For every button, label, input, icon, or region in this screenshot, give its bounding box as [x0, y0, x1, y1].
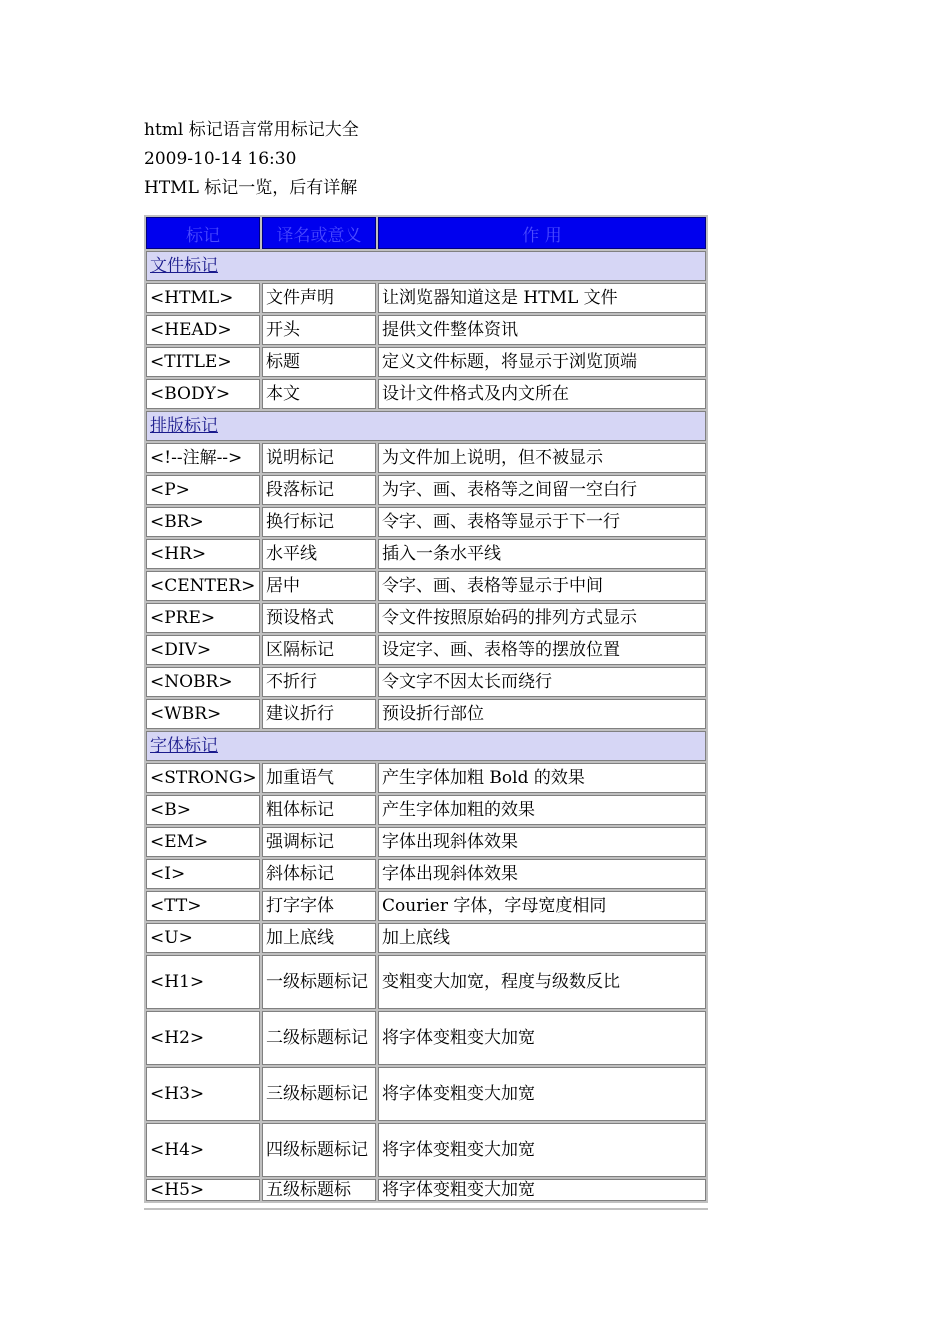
table-row: [146, 763, 706, 793]
section-cell: [146, 251, 706, 281]
function-cell: 将字体变粗变大加宽: [378, 1179, 706, 1201]
tag-cell: <H2>: [146, 1011, 260, 1065]
function-cell: 产生字体加粗 Bold 的效果: [378, 763, 706, 793]
meaning-cell: 开头: [262, 315, 376, 345]
function-cell: 令文字不因太长而绕行: [378, 667, 706, 697]
tag-cell: <HEAD>: [146, 315, 260, 345]
meaning-cell: 文件声明: [262, 283, 376, 313]
meaning-cell: 加上底线: [262, 923, 376, 953]
tag-cell: <H1>: [146, 955, 260, 1009]
tag-cell: <!--注解-->: [146, 443, 260, 473]
section-title: 字体标记: [150, 736, 218, 756]
tag-cell: <TT>: [146, 891, 260, 921]
table-row: [146, 379, 706, 409]
table-row: [146, 1179, 706, 1201]
table-row: [146, 955, 706, 1009]
function-cell: 插入一条水平线: [378, 539, 706, 569]
table-row: [146, 827, 706, 857]
table-row: [146, 443, 706, 473]
tag-cell: <EM>: [146, 827, 260, 857]
tag-cell: <BODY>: [146, 379, 260, 409]
table-row: [146, 1067, 706, 1121]
tag-cell: <I>: [146, 859, 260, 889]
meaning-cell: 建议折行: [262, 699, 376, 729]
tag-cell: <H3>: [146, 1067, 260, 1121]
table-row: [146, 795, 706, 825]
function-cell: 定义文件标题，将显示于浏览顶端: [378, 347, 706, 377]
header-meaning: 译名或意义: [262, 217, 376, 249]
tag-cell: <HTML>: [146, 283, 260, 313]
function-cell: 将字体变粗变大加宽: [378, 1123, 706, 1177]
function-cell: 令字、画、表格等显示于中间: [378, 571, 706, 601]
tag-cell: <NOBR>: [146, 667, 260, 697]
table-row: [146, 539, 706, 569]
function-cell: 字体出现斜体效果: [378, 859, 706, 889]
meaning-cell: 强调标记: [262, 827, 376, 857]
function-cell: 加上底线: [378, 923, 706, 953]
table-row: [146, 347, 706, 377]
table-row: [146, 859, 706, 889]
table-row: [146, 603, 706, 633]
table-row: [146, 315, 706, 345]
document-title: html 标记语言常用标记大全: [144, 120, 359, 140]
meaning-cell: 粗体标记: [262, 795, 376, 825]
meaning-cell: 标题: [262, 347, 376, 377]
meaning-cell: 斜体标记: [262, 859, 376, 889]
tag-cell: <HR>: [146, 539, 260, 569]
section-title: 排版标记: [150, 416, 218, 436]
table-row: [146, 507, 706, 537]
section-row: [146, 731, 706, 761]
table-row: [146, 667, 706, 697]
tag-cell: <P>: [146, 475, 260, 505]
meaning-cell: 五级标题标: [262, 1179, 376, 1201]
section-title: 文件标记: [150, 256, 218, 276]
meaning-cell: 说明标记: [262, 443, 376, 473]
section-cell: [146, 411, 706, 441]
header-tag: 标记: [146, 217, 260, 249]
meaning-cell: 打字字体: [262, 891, 376, 921]
function-cell: 令字、画、表格等显示于下一行: [378, 507, 706, 537]
section-row: [146, 411, 706, 441]
meaning-cell: 四级标题标记: [262, 1123, 376, 1177]
html-tags-table: [144, 215, 708, 1203]
table-row: [146, 891, 706, 921]
function-cell: 为文件加上说明，但不被显示: [378, 443, 706, 473]
tag-cell: <TITLE>: [146, 347, 260, 377]
table-row: [146, 571, 706, 601]
meaning-cell: 一级标题标记: [262, 955, 376, 1009]
table-body: [146, 251, 706, 1201]
table-row: [146, 699, 706, 729]
document-intro: HTML 标记一览，后有详解: [144, 178, 358, 198]
function-cell: 字体出现斜体效果: [378, 827, 706, 857]
meaning-cell: 三级标题标记: [262, 1067, 376, 1121]
function-cell: 预设折行部位: [378, 699, 706, 729]
meaning-cell: 区隔标记: [262, 635, 376, 665]
tag-cell: <BR>: [146, 507, 260, 537]
meaning-cell: 换行标记: [262, 507, 376, 537]
meaning-cell: 水平线: [262, 539, 376, 569]
document-header: [144, 116, 359, 203]
tag-cell: <H4>: [146, 1123, 260, 1177]
tag-cell: <STRONG>: [146, 763, 260, 793]
function-cell: 设定字、画、表格等的摆放位置: [378, 635, 706, 665]
meaning-cell: 段落标记: [262, 475, 376, 505]
document-datetime: 2009-10-14 16:30: [144, 149, 297, 169]
function-cell: 将字体变粗变大加宽: [378, 1011, 706, 1065]
meaning-cell: 预设格式: [262, 603, 376, 633]
table-header-row: [146, 217, 706, 249]
function-cell: 为字、画、表格等之间留一空白行: [378, 475, 706, 505]
table-bottom-edge: [144, 1208, 708, 1210]
section-cell: [146, 731, 706, 761]
meaning-cell: 加重语气: [262, 763, 376, 793]
table-row: [146, 1011, 706, 1065]
tag-cell: <B>: [146, 795, 260, 825]
tag-cell: <WBR>: [146, 699, 260, 729]
function-cell: 让浏览器知道这是 HTML 文件: [378, 283, 706, 313]
section-row: [146, 251, 706, 281]
tag-cell: <U>: [146, 923, 260, 953]
table-row: [146, 923, 706, 953]
header-function: 作 用: [378, 217, 706, 249]
function-cell: 令文件按照原始码的排列方式显示: [378, 603, 706, 633]
table-row: [146, 475, 706, 505]
meaning-cell: 二级标题标记: [262, 1011, 376, 1065]
tag-cell: <CENTER>: [146, 571, 260, 601]
table-row: [146, 635, 706, 665]
function-cell: 产生字体加粗的效果: [378, 795, 706, 825]
meaning-cell: 本文: [262, 379, 376, 409]
meaning-cell: 居中: [262, 571, 376, 601]
function-cell: 将字体变粗变大加宽: [378, 1067, 706, 1121]
tag-cell: <DIV>: [146, 635, 260, 665]
tag-cell: <PRE>: [146, 603, 260, 633]
table-row: [146, 1123, 706, 1177]
function-cell: Courier 字体，字母宽度相同: [378, 891, 706, 921]
tag-cell: <H5>: [146, 1179, 260, 1201]
function-cell: 设计文件格式及内文所在: [378, 379, 706, 409]
meaning-cell: 不折行: [262, 667, 376, 697]
function-cell: 变粗变大加宽，程度与级数反比: [378, 955, 706, 1009]
table-row: [146, 283, 706, 313]
function-cell: 提供文件整体资讯: [378, 315, 706, 345]
